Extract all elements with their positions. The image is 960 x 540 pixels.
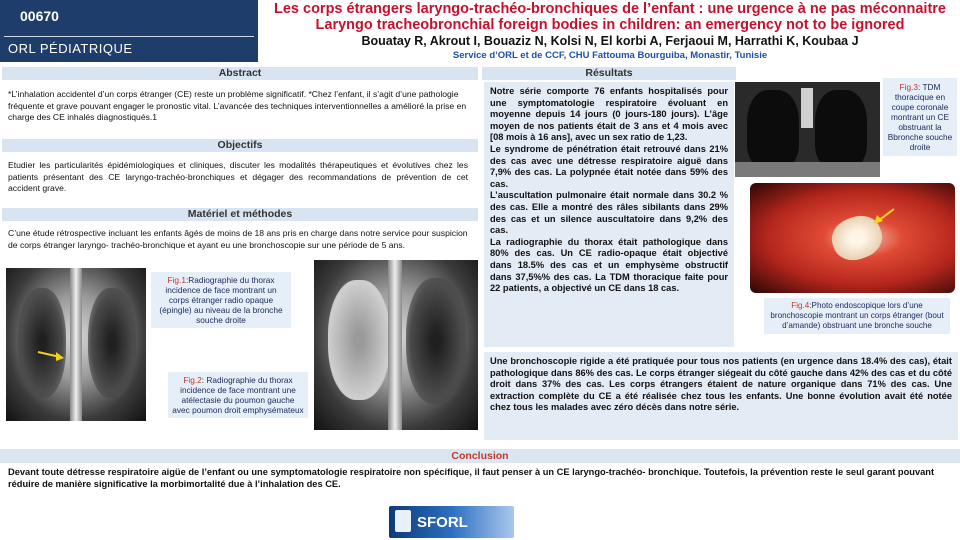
fig1-number: Fig.1 (167, 275, 186, 285)
abstract-heading: Abstract (2, 67, 478, 80)
abstract-text: *L’inhalation accidentel d’un corps étranger (CE) reste un problème significatif. *Chez l’enfant, il s’agit d’une pathologie fréquente et grave pouvant engager le pronostic vital. L’avancée des techniques interventionnelles a amélioré la prise en charge des CE inhalés diagnostiqués.1 (8, 89, 467, 122)
department-label: ORL PÉDIATRIQUE (8, 41, 133, 56)
sforl-logo (389, 506, 514, 538)
fig1-caption (151, 272, 291, 328)
methods-text: C’une étude rétrospective incluant les enfants âgés de moins de 18 ans pris en charge dans notre service pour suspicion de corps étranger laryngo- trachéo-bronchique et ayant eu une bronchoscopie sur une période de 5 ans. (8, 228, 468, 250)
divider (4, 36, 254, 37)
title-french: Les corps étrangers laryngo-trachéo-bronchiques de l’enfant : une urgence à ne pas méconnaitre (274, 1, 946, 17)
fig2-xray-image (314, 260, 478, 430)
fig2-number: Fig.2 (183, 375, 202, 385)
arrow-icon (870, 207, 896, 227)
results-paragraph: L’auscultation pulmonaire était normale dans 30.2 % des cas. Elle a montré des râles sibilants dans 29% des cas et un silence auscultatoire dans 9,2% des cas. (490, 190, 728, 236)
objectifs-text: Etudier les particularités épidémiologiques et cliniques, discuter les modalités thérapeutiques et évolutives chez les patients présentant des CE laryngo-trachéo-bronchiques et dégager des recommandations de prévention de cet accident grave. (8, 160, 468, 193)
conclusion-text: Devant toute détresse respiratoire aigüe de l’enfant ou une symptomatologie respiratoire non spécifique, il faut penser à un CE laryngo-trachéo- bronchique. Toutefois, la prévention reste le seul garant pouvant réduire de manière significative la morbimortalité due à l’inhalation des CE. (8, 466, 952, 490)
results-paragraph: La radiographie du thorax était pathologique dans 80% des cas. Un CE radio-opaque était objectivé dans 18.5% des cas et un emphysème obstructif dans 37,5%% des cas. La TDM thoracique faite pour 22 patients, a objectivé un CE dans 18 cas. (490, 236, 728, 294)
poster-id: 00670 (20, 8, 59, 24)
results-box-bronchoscopy (484, 352, 958, 440)
fig2-caption-text: : Radiographie du thorax incidence de face montrant une atélectasie du poumon gauche avec poumon droit emphysémateux (172, 375, 304, 415)
affiliation: Service d’ORL et de CCF, CHU Fattouma Bourguiba, Monastir, Tunisie (452, 50, 768, 61)
fig4-caption-text: :Photo endoscopique lors d’une bronchoscopie montrant un corps étranger (bout d’amande) obstruant une bronche souche (770, 301, 944, 330)
results-paragraph: Notre série comporte 76 enfants hospitalisés pour une symptomatologie respiratoire évoluant en moyenne depuis 14 jours (0 jours-180 jours). L’âge moyen de nos patients était de 3 ans et 4 mois avec [08 mois à 16 ans], avec un sex ratio de 1,23. (490, 86, 728, 143)
results-heading: Résultats (482, 67, 736, 80)
fig4-number: Fig.4 (791, 301, 810, 310)
objectifs-heading: Objectifs (2, 139, 478, 152)
fig4-caption (764, 298, 950, 334)
title-english: Laryngo tracheobronchial foreign bodies in children: an emergency not to be ignored (315, 17, 905, 33)
authors: Bouatay R, Akrout I, Bouaziz N, Kolsi N, El korbi A, Ferjaoui M, Harrathi K, Koubaa J (361, 34, 859, 48)
fig3-ct-image (735, 82, 880, 177)
fig1-xray-image (6, 268, 146, 421)
fig1-caption-text: :Radiographie du thorax incidence de face montrant un corps étranger radio opaque (épingle) au niveau de la bronche souche droite (159, 275, 283, 325)
results-box (484, 82, 734, 347)
results-paragraph: Le syndrome de pénétration était retrouvé dans 21% des cas avec une détresse respiratoire aiguë dans 7,9% des cas. La polypnée était notée dans 59% des cas. (490, 143, 728, 189)
arrow-icon (36, 348, 66, 362)
fig3-caption (883, 78, 957, 156)
conclusion-heading: Conclusion (0, 449, 960, 463)
fig2-caption (168, 372, 308, 418)
results-paragraph: Une bronchoscopie rigide a été pratiquée pour tous nos patients (en urgence dans 18.4% des cas), était pathologique dans 86% des cas. Le corps étranger siégeait du côté gauche dans 42% des cas et du côté droit dans 37% des cas. Les corps étrangers étaient de nature organique dans 71% des cas. Une extraction complète du CE a été réalisée chez tous les enfants. Une bonne évolution avait été notée chez tous les malades avec zéro décès dans notre série. (490, 356, 952, 413)
logo-text: SFORL (417, 514, 468, 531)
fig4-endoscopy-image (750, 183, 955, 293)
fig3-caption-text: : TDM thoracique en coupe coronale montrant un CE obstruant la Bbronche souche droite (887, 82, 953, 152)
fig3-number: Fig.3 (899, 82, 918, 92)
methods-heading: Matériel et méthodes (2, 208, 478, 221)
